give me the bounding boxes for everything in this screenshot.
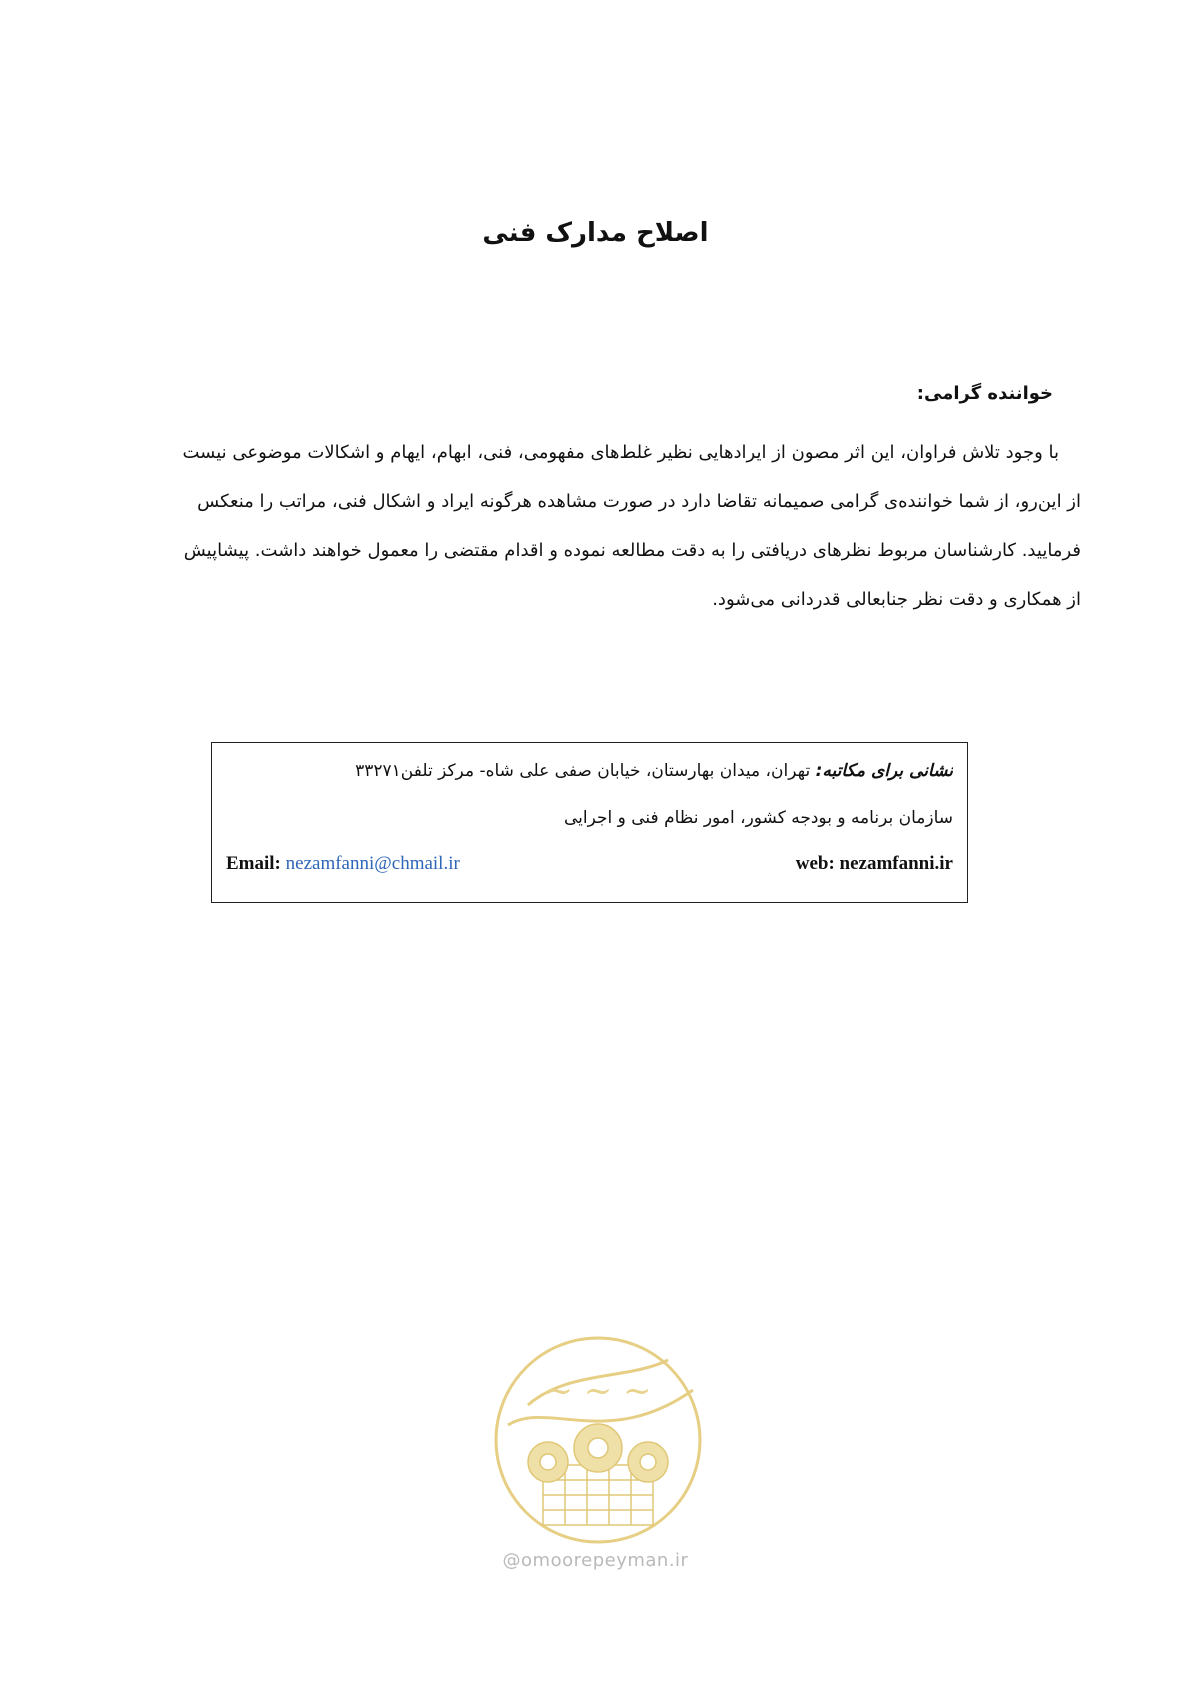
body-paragraph — [143, 428, 1081, 624]
page-title: اصلاح مدارک فنی — [482, 218, 709, 248]
salutation: خواننده گرامی: — [916, 383, 1053, 404]
contact-box — [211, 742, 968, 903]
watermark-text: @omoorepeyman.ir — [502, 1550, 689, 1571]
address-line — [226, 761, 953, 781]
body-line-4: از همکاری و دقت نظر جنابعالی قدردانی می‌شود. — [712, 589, 1081, 610]
web-link[interactable]: web: nezamfanni.ir — [795, 853, 953, 874]
body-line-2: از این‌رو، از شما خواننده‌ی گرامی صمیمانه تقاضا دارد در صورت مشاهده هرگونه ایراد و اشکال فنی، مراتب را منعکس — [197, 491, 1081, 512]
email-link[interactable]: nezamfanni@chmail.ir — [285, 853, 460, 874]
body-line-1: با وجود تلاش فراوان، این اثر مصون از ایرادهایی نظیر غلط‌های مفهومی، فنی، ابهام، ایهام و اشکالات موضوعی نیست — [182, 442, 1059, 463]
omoorepeyman-seal-icon — [488, 1330, 708, 1550]
email-block — [226, 853, 460, 875]
svg-text:~ ~ ~: ~ ~ ~ — [544, 1371, 652, 1411]
address-label: نشانی برای مکاتبه: — [815, 761, 953, 781]
email-label: Email: — [226, 853, 281, 874]
organization-line: سازمان برنامه و بودجه کشور، امور نظام فنی و اجرایی — [563, 808, 953, 828]
body-line-3: فرمایید. کارشناسان مربوط نظرهای دریافتی را به دقت مطالعه نموده و اقدام مقتضی را معمول خواهند داشت. پیشاپیش — [183, 540, 1081, 561]
address-text: تهران، میدان بهارستان، خیابان صفی علی شاه- مرکز تلفن۳۳۲۷۱ — [355, 761, 816, 781]
